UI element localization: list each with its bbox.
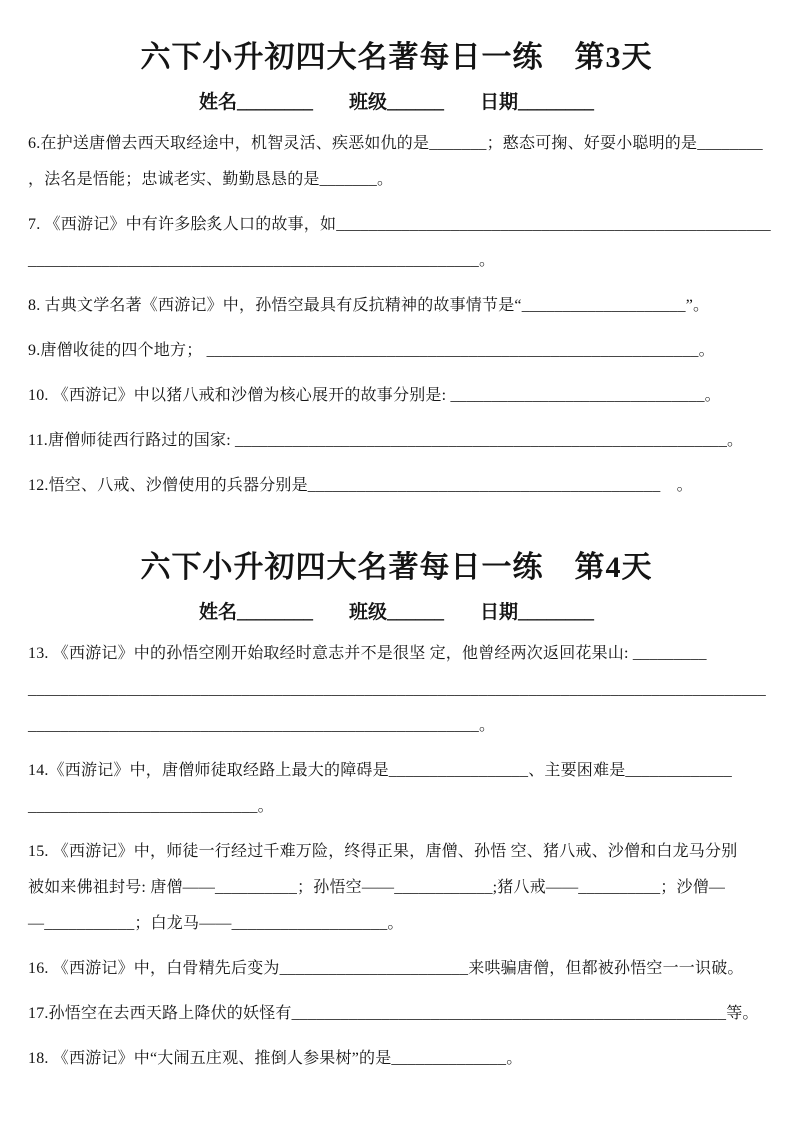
worksheet-section [28,40,771,504]
worksheet-sections [28,40,771,1077]
question-7 [28,207,771,279]
question-line: —___________；白龙马——___________________。 [28,915,404,932]
student-info-blank-line: ________ [518,602,595,623]
question-line: 12.悟空、八戒、沙僧使用的兵器分别是___________________________________________ 。 [28,477,693,494]
question-16 [28,951,765,987]
student-info-row [28,600,765,626]
question-line: 11.唐僧师徒西行路过的国家: ____________________________________________________________。 [28,432,744,449]
question-line: 14.《西游记》中，唐僧师徒取经路上最大的障碍是_________________、主要困难是_____________ [28,762,733,779]
student-info-label: 姓名 [198,602,237,623]
student-info-label: 日期 [480,92,519,113]
question-line: 8. 古典文学名著《西游记》中，孙悟空最具有反抗精神的故事情节是“____________________”。 [28,297,710,314]
question-line: 6.在护送唐僧去西天取经途中，机智灵活、疾恶如仇的是_______；憨态可掬、好耍小聪明的是________ [28,135,763,152]
student-info-label: 班级 [348,602,387,623]
question-14 [28,753,765,825]
question-11 [28,423,765,459]
question-line: 被如来佛祖封号: 唐僧——__________；孙悟空——____________;猪八戒——__________；沙僧— [28,879,726,896]
student-info-item [349,600,444,626]
student-info-item [349,90,444,116]
student-info-label: 姓名 [198,92,237,113]
student-info-blank-line: ________ [518,92,595,113]
student-info-blank-line: ______ [387,602,444,623]
student-info-label: 班级 [348,92,387,113]
question-line: __________________________________________________________________________________________ [28,681,766,698]
question-15 [28,834,765,942]
question-line: 7. 《西游记》中有许多脍炙人口的故事，如_____________________________________________________ [28,216,771,233]
student-info-row [28,90,765,116]
question-13 [28,636,765,744]
question-line: _______________________________________________________。 [28,252,496,269]
question-line: 16. 《西游记》中，白骨精先后变为_______________________来哄骗唐僧，但都被孙悟空一一识破。 [28,960,744,977]
student-info-item [480,90,594,116]
question-18 [28,1041,765,1077]
question-6 [28,126,765,198]
question-9 [28,333,765,369]
student-info-blank-line: ______ [387,92,444,113]
question-line: 10. 《西游记》中以猪八戒和沙僧为核心展开的故事分别是: _______________________________。 [28,387,721,404]
student-info-blank-line: ________ [236,602,313,623]
question-10 [28,378,765,414]
student-info-item [199,90,313,116]
question-list [28,126,771,504]
question-list [28,636,765,1077]
question-line: 13. 《西游记》中的孙悟空刚开始取经时意志并不是很坚 定，他曾经两次返回花果山: _________ [28,645,707,662]
worksheet-section [28,550,765,1077]
student-info-label: 日期 [480,602,519,623]
question-8 [28,288,765,324]
student-info-item [199,600,313,626]
question-line: ，法名是悟能；忠诚老实、勤勤恳恳的是_______。 [28,171,394,188]
section-title: 六下小升初四大名著每日一练 第3天 [140,41,653,74]
question-line: ____________________________。 [28,798,274,815]
question-line: _______________________________________________________。 [28,717,496,734]
student-info-blank-line: ________ [236,92,313,113]
question-line: 9.唐僧收徒的四个地方； ____________________________________________________________。 [28,342,715,359]
question-17 [28,996,765,1032]
question-12 [28,468,765,504]
student-info-item [480,600,594,626]
section-title: 六下小升初四大名著每日一练 第4天 [140,551,653,584]
question-line: 17.孙悟空在去西天路上降伏的妖怪有_____________________________________________________等。 [28,1005,759,1022]
question-line: 15. 《西游记》中，师徒一行经过千难万险，终得正果，唐僧、孙悟 空、猪八戒、沙僧和白龙马分别 [28,843,738,860]
question-line: 18. 《西游记》中“大闹五庄观、推倒人参果树”的是______________。 [28,1050,523,1067]
